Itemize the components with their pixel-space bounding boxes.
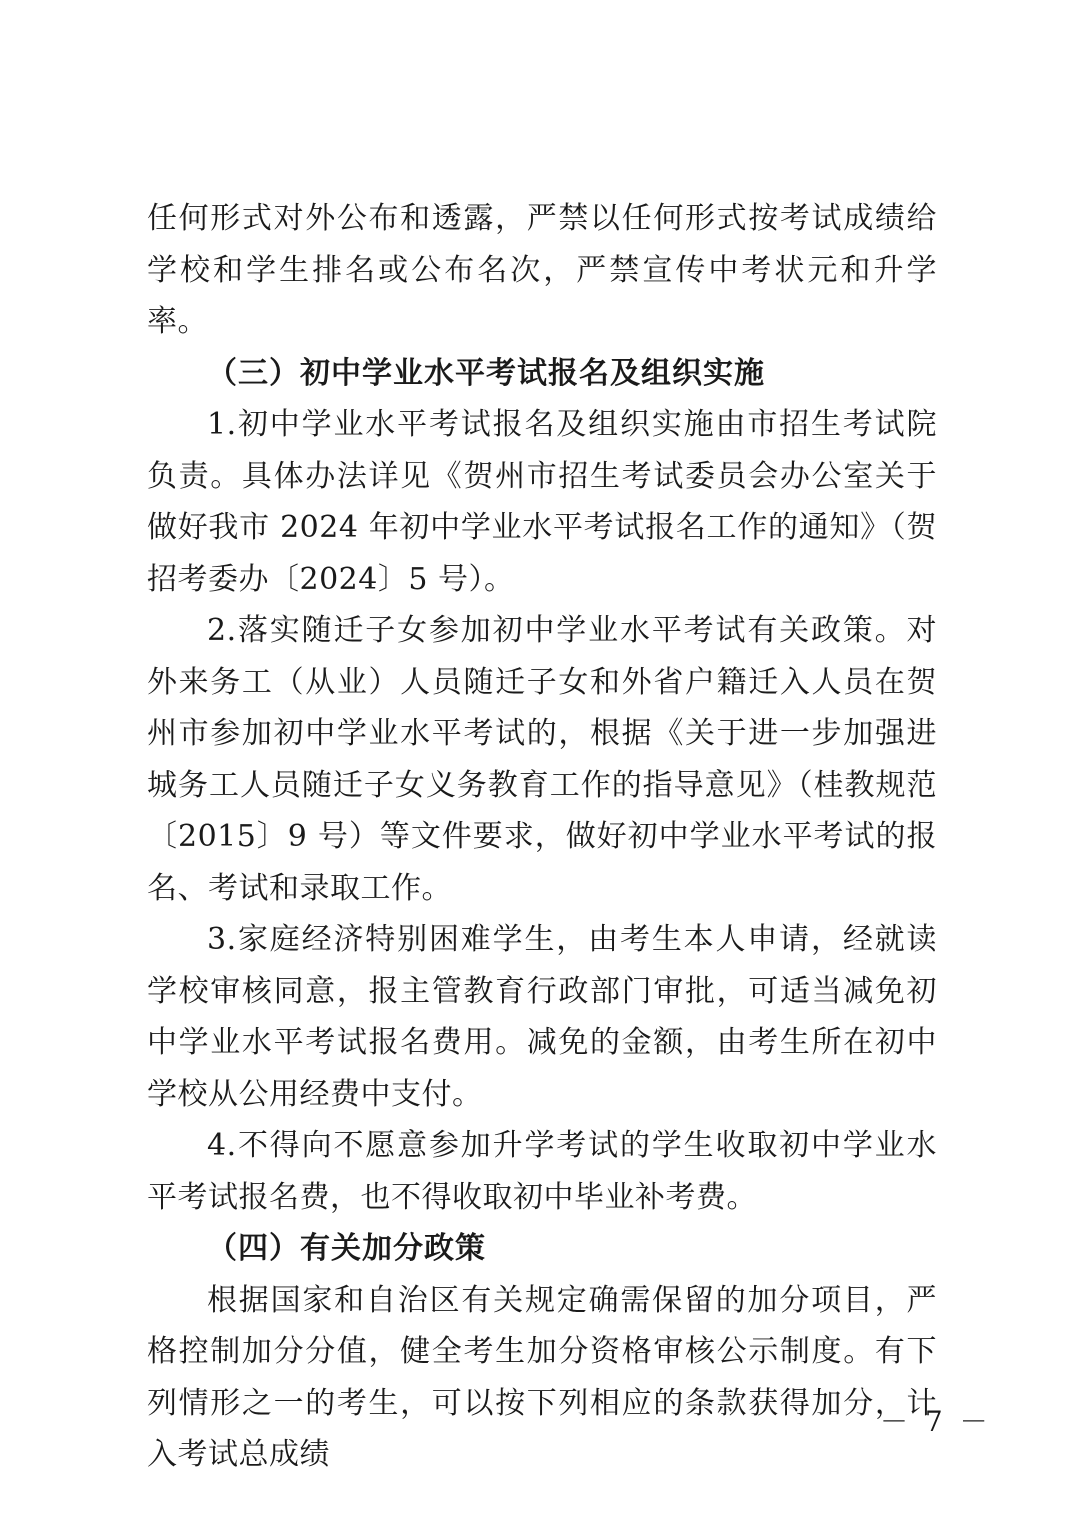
paragraph-item-4: 4.不得向不愿意参加升学考试的学生收取初中学业水平考试报名费，也不得收取初中毕业补考费。 <box>147 1128 937 1215</box>
paragraph-continuation: 任何形式对外公布和透露，严禁以任何形式按考试成绩给学校和学生排名或公布名次，严禁宣传中考状元和升学率。 <box>147 201 937 339</box>
paragraph-item-2: 2.落实随迁子女参加初中学业水平考试有关政策。对外来务工（从业）人员随迁子女和外省户籍迁入人员在贺州市参加初中学业水平考试的，根据《关于进一步加强进城务工人员随迁子女义务教育工作的指导意见》（桂教规范〔2015〕9 号）等文件要求，做好初中学业水平考试的报名、考试和录取工作。 <box>147 613 937 906</box>
page-number: － 7 － <box>880 1405 992 1438</box>
paragraph-item-3: 3.家庭经济特别困难学生，由考生本人申请，经就读学校审核同意，报主管教育行政部门审批，可适当减免初中学业水平考试报名费用。减免的金额，由考生所在初中学校从公用经费中支付。 <box>147 922 937 1112</box>
paragraph-bonus-policy: 根据国家和自治区有关规定确需保留的加分项目，严格控制加分分值，健全考生加分资格审核公示制度。有下列情形之一的考生，可以按下列相应的条款获得加分，计入考试总成绩 <box>147 1282 937 1472</box>
document-body <box>147 193 937 1481</box>
section-heading-3: （三）初中学业水平考试报名及组织实施 <box>207 355 765 391</box>
paragraph-item-1: 1.初中学业水平考试报名及组织实施由市招生考试院负责。具体办法详见《贺州市招生考试委员会办公室关于做好我市 2024 年初中学业水平考试报名工作的通知》（贺招考委办〔2024〕5 号）。 <box>147 407 937 597</box>
section-heading-4: （四）有关加分政策 <box>207 1231 486 1266</box>
